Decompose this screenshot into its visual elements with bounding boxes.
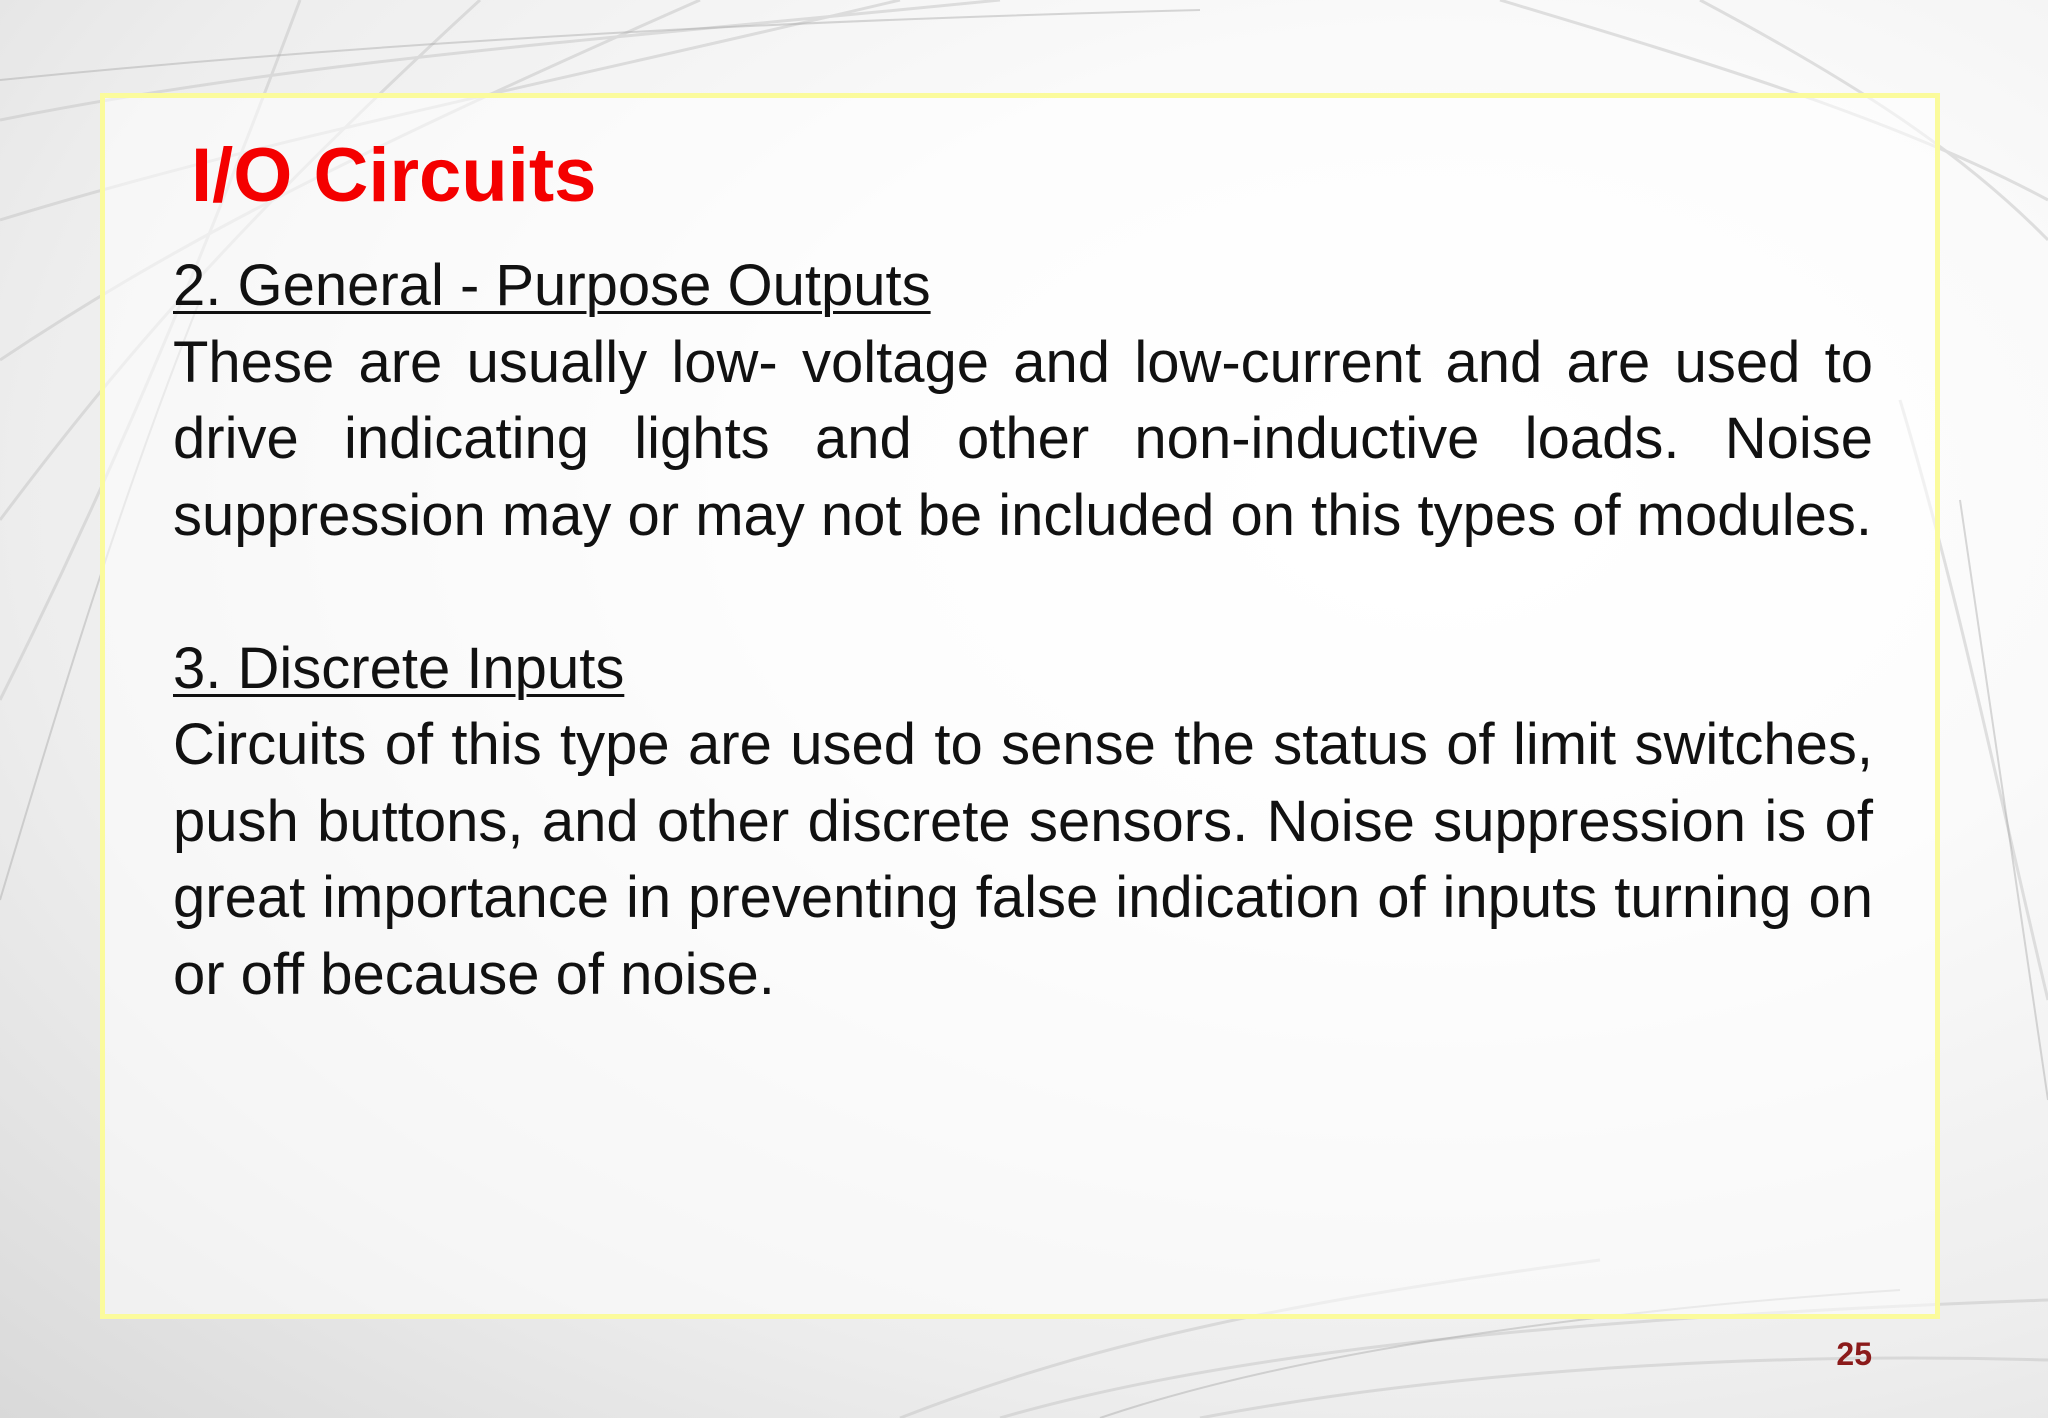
page-number: 25 (1836, 1336, 1872, 1372)
section-heading-inputs: 3. Discrete Inputs (173, 635, 625, 701)
section-text-outputs: These are usually low- voltage and low-current and are used to drive indicating lights and other non-inductive loads. Noise suppression may or may not be included on this types of modules. (173, 329, 1873, 548)
slide-body (173, 248, 1873, 1013)
slide-title: I/O Circuits (191, 133, 597, 218)
section-text-inputs: Circuits of this type are used to sense the status of limit switches, push buttons, and other discrete sensors. Noise suppression is of great importance in preventing false indication of inputs turning on or off because of noise. (173, 712, 1873, 1007)
section-spacer (173, 554, 1873, 631)
section-heading-outputs: 2. General - Purpose Outputs (173, 253, 931, 318)
